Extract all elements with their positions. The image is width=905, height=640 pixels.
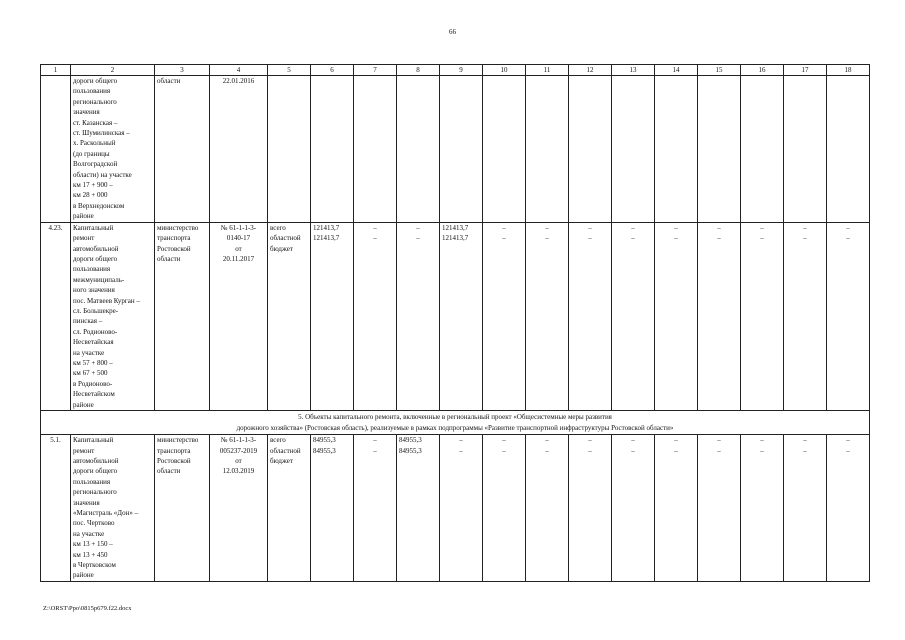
- amount-cell: [483, 435, 526, 582]
- cell-line: транспорта: [157, 234, 191, 243]
- cell-line: км 13 + 150 –: [73, 540, 113, 549]
- amount-cell: [698, 435, 741, 582]
- amount-cell: [827, 222, 870, 410]
- cell-line: значения: [73, 498, 100, 507]
- table-row: [41, 435, 870, 582]
- cell-line: 84955,3: [313, 436, 336, 445]
- column-number: 14: [655, 65, 698, 76]
- column-number: 10: [483, 65, 526, 76]
- cell-line: –: [545, 234, 549, 243]
- cell-line: дороги общего: [73, 467, 118, 476]
- document-cell: [210, 435, 268, 582]
- cell-line: области: [157, 467, 181, 476]
- column-number: 11: [526, 65, 569, 76]
- cell-line: –: [545, 446, 549, 455]
- cell-line: –: [502, 234, 506, 243]
- cell-line: области) на участке: [73, 170, 132, 179]
- cell-line: –: [502, 436, 506, 445]
- customer-cell: [155, 76, 210, 223]
- column-number: 4: [210, 65, 268, 76]
- amount-cell: [311, 435, 354, 582]
- column-number: 16: [741, 65, 784, 76]
- table-cell: [483, 76, 526, 223]
- cell-line: пользования: [73, 265, 111, 274]
- cell-line: № 61-1-1-3-: [220, 223, 257, 232]
- cell-line: –: [459, 436, 463, 445]
- cell-line: автомобильной: [73, 244, 119, 253]
- cell-line: областной: [270, 446, 301, 455]
- cell-line: 4.23.: [48, 223, 63, 232]
- cell-line: –: [846, 223, 850, 232]
- cell-line: сл. Большекре-: [73, 306, 119, 315]
- cell-line: –: [545, 436, 549, 445]
- cell-line: (до границы: [73, 149, 110, 158]
- cell-line: ного значения: [73, 286, 115, 295]
- cell-line: всего: [270, 223, 286, 232]
- cell-line: –: [803, 436, 807, 445]
- cell-line: –: [674, 223, 678, 232]
- cell-line: 005237-2019: [219, 446, 258, 455]
- table-cell: [827, 76, 870, 223]
- amount-cell: [440, 222, 483, 410]
- amount-cell: [827, 435, 870, 582]
- cell-line: –: [373, 223, 377, 232]
- cell-line: регионального: [73, 488, 117, 497]
- cell-line: 84955,3: [399, 446, 422, 455]
- table-row: [41, 222, 870, 410]
- amount-cell: [698, 222, 741, 410]
- cell-line: дороги общего: [73, 254, 118, 263]
- cell-line: –: [502, 446, 506, 455]
- table-cell: [311, 76, 354, 223]
- table-row: [41, 76, 870, 223]
- cell-line: км 57 + 800 –: [73, 358, 113, 367]
- cell-line: 84955,3: [399, 436, 422, 445]
- amount-cell: [569, 222, 612, 410]
- cell-line: –: [846, 446, 850, 455]
- cell-line: –: [760, 234, 764, 243]
- amount-cell: [526, 435, 569, 582]
- table-cell: [397, 76, 440, 223]
- amount-cell: [655, 222, 698, 410]
- cell-line: пинская –: [73, 317, 103, 326]
- column-number: 2: [71, 65, 155, 76]
- cell-line: пос. Матвеев Курган –: [73, 296, 140, 305]
- column-number: 7: [354, 65, 397, 76]
- cell-line: –: [416, 234, 420, 243]
- cell-line: министерство: [157, 436, 199, 445]
- amount-cell: [526, 222, 569, 410]
- cell-line: 121413,7: [313, 223, 340, 232]
- cell-line: Капитальный: [73, 223, 114, 232]
- column-number: 1: [41, 65, 71, 76]
- cell-line: ремонт: [73, 234, 95, 243]
- cell-line: –: [803, 223, 807, 232]
- cell-line: 5.1.: [50, 436, 61, 445]
- cell-line: в Верхнедонском: [73, 201, 125, 210]
- file-path-footer: Z:\ORST\Ppo\0815p679.f22.docx: [43, 605, 132, 612]
- column-number: 6: [311, 65, 354, 76]
- cell-line: от: [235, 457, 242, 465]
- cell-line: –: [588, 234, 592, 243]
- cell-line: бюджет: [270, 244, 293, 253]
- cell-line: области: [157, 254, 181, 263]
- cell-line: –: [674, 234, 678, 243]
- cell-line: сл. Родионово-: [73, 327, 118, 336]
- cell-line: на участке: [73, 348, 105, 357]
- cell-line: км 13 + 450: [73, 550, 108, 559]
- cell-line: х. Раскольный: [73, 139, 116, 148]
- amount-cell: [354, 222, 397, 410]
- table-cell: [612, 76, 655, 223]
- cell-line: –: [760, 223, 764, 232]
- funding-source-cell: [268, 435, 311, 582]
- column-number: 3: [155, 65, 210, 76]
- table-cell: [268, 76, 311, 223]
- cell-line: км 28 + 000: [73, 191, 108, 200]
- cell-line: –: [502, 223, 506, 232]
- column-number: 17: [784, 65, 827, 76]
- row-number-cell: [41, 222, 71, 410]
- cell-line: –: [674, 436, 678, 445]
- column-number: 9: [440, 65, 483, 76]
- cell-line: –: [631, 223, 635, 232]
- column-number-row: [41, 65, 870, 76]
- cell-line: км 17 + 900 –: [73, 181, 113, 190]
- amount-cell: [741, 435, 784, 582]
- cell-line: –: [717, 223, 721, 232]
- cell-line: 84955,3: [313, 446, 336, 455]
- table-cell: [784, 76, 827, 223]
- cell-line: на участке: [73, 529, 105, 538]
- column-number: 5: [268, 65, 311, 76]
- cell-line: –: [459, 446, 463, 455]
- cell-line: 12.03.2019: [222, 467, 255, 476]
- cell-line: № 61-1-1-3-: [220, 436, 257, 445]
- table-cell: [655, 76, 698, 223]
- cell-line: значения: [73, 108, 100, 117]
- amount-cell: [784, 222, 827, 410]
- cell-line: 121413,7: [313, 234, 340, 243]
- cell-line: пользования: [73, 87, 111, 96]
- amount-cell: [311, 222, 354, 410]
- cell-line: Несветайском: [73, 390, 115, 399]
- cell-line: транспорта: [157, 446, 191, 455]
- cell-line: –: [373, 436, 377, 445]
- cell-line: министерство: [157, 223, 199, 232]
- column-number: 12: [569, 65, 612, 76]
- column-number: 8: [397, 65, 440, 76]
- cell-line: –: [717, 436, 721, 445]
- cell-line: всего: [270, 436, 286, 445]
- customer-cell: [155, 435, 210, 582]
- cell-line: межмуниципаль-: [73, 275, 125, 284]
- cell-line: –: [416, 223, 420, 232]
- cell-line: –: [588, 436, 592, 445]
- amount-cell: [612, 222, 655, 410]
- amount-cell: [397, 435, 440, 582]
- amount-cell: [612, 435, 655, 582]
- amount-cell: [784, 435, 827, 582]
- cell-line: –: [631, 234, 635, 243]
- cell-line: –: [803, 234, 807, 243]
- table-cell: [698, 76, 741, 223]
- row-number-cell: [41, 76, 71, 223]
- column-number: 13: [612, 65, 655, 76]
- cell-line: –: [760, 446, 764, 455]
- cell-line: км 67 + 500: [73, 369, 108, 378]
- table-cell: [741, 76, 784, 223]
- document-cell: [210, 222, 268, 410]
- cell-line: –: [545, 223, 549, 232]
- cell-line: Ростовской: [157, 457, 191, 465]
- cell-line: областной: [270, 234, 301, 243]
- cell-line: в Родионово-: [73, 379, 113, 388]
- cell-line: Капитальный: [73, 436, 114, 445]
- page-number: 66: [449, 28, 456, 36]
- cell-line: –: [588, 223, 592, 232]
- cell-line: автомобильной: [73, 457, 119, 465]
- object-name-cell: [71, 76, 155, 223]
- cell-line: ремонт: [73, 446, 95, 455]
- cell-line: пос. Чертково: [73, 519, 115, 528]
- cell-line: 121413,7: [442, 223, 469, 232]
- cell-line: ст. Казанская –: [73, 118, 118, 127]
- cell-line: дороги общего: [73, 77, 118, 85]
- table-cell: [354, 76, 397, 223]
- row-number-cell: [41, 435, 71, 582]
- cell-line: –: [674, 446, 678, 455]
- cell-line: –: [760, 436, 764, 445]
- cell-line: районе: [73, 400, 94, 409]
- section-heading-row: [41, 411, 870, 435]
- object-name-cell: [71, 435, 155, 582]
- cell-line: Ростовской: [157, 244, 191, 253]
- funding-source-cell: [268, 222, 311, 410]
- cell-line: «Магистраль «Дон» –: [73, 509, 139, 518]
- customer-cell: [155, 222, 210, 410]
- cell-line: от: [235, 244, 242, 253]
- section-heading-line-1: 5. Объекты капитального ремонта, включенные в региональный проект «Общесистемные меры развития: [298, 413, 612, 421]
- amount-cell: [741, 222, 784, 410]
- cell-line: –: [631, 436, 635, 445]
- amount-cell: [354, 435, 397, 582]
- cell-line: –: [717, 234, 721, 243]
- cell-line: районе: [73, 571, 94, 580]
- cell-line: –: [717, 446, 721, 455]
- table-cell: [569, 76, 612, 223]
- cell-line: –: [846, 436, 850, 445]
- cell-line: 0140-17: [226, 234, 251, 243]
- document-cell: [210, 76, 268, 223]
- cell-line: районе: [73, 212, 94, 221]
- cell-line: –: [373, 446, 377, 455]
- cell-line: –: [846, 234, 850, 243]
- table-cell: [526, 76, 569, 223]
- cell-line: пользования: [73, 477, 111, 486]
- amount-cell: [655, 435, 698, 582]
- finance-table: [40, 64, 870, 582]
- cell-line: в Чертковском: [73, 561, 116, 570]
- cell-line: ст. Шумилинская –: [73, 129, 130, 138]
- cell-line: –: [631, 446, 635, 455]
- cell-line: Несветайская: [73, 338, 114, 347]
- cell-line: регионального: [73, 97, 117, 106]
- cell-line: –: [588, 446, 592, 455]
- cell-line: Волгоградской: [73, 160, 118, 169]
- column-number: 15: [698, 65, 741, 76]
- cell-line: 20.11.2017: [222, 254, 255, 263]
- amount-cell: [569, 435, 612, 582]
- cell-line: бюджет: [270, 457, 293, 465]
- cell-line: –: [803, 446, 807, 455]
- amount-cell: [440, 435, 483, 582]
- column-number: 18: [827, 65, 870, 76]
- section-heading-line-2: дорожного хозяйства» (Ростовская область), реализуемые в рамках подпрограммы «Развитие транспортной инфраструктуры Ростовской области»: [236, 423, 674, 432]
- table-cell: [440, 76, 483, 223]
- object-name-cell: [71, 222, 155, 410]
- amount-cell: [483, 222, 526, 410]
- cell-line: 121413,7: [442, 234, 469, 243]
- amount-cell: [397, 222, 440, 410]
- cell-line: –: [373, 234, 377, 243]
- cell-line: 22.01.2016: [222, 77, 255, 85]
- cell-line: области: [157, 77, 181, 85]
